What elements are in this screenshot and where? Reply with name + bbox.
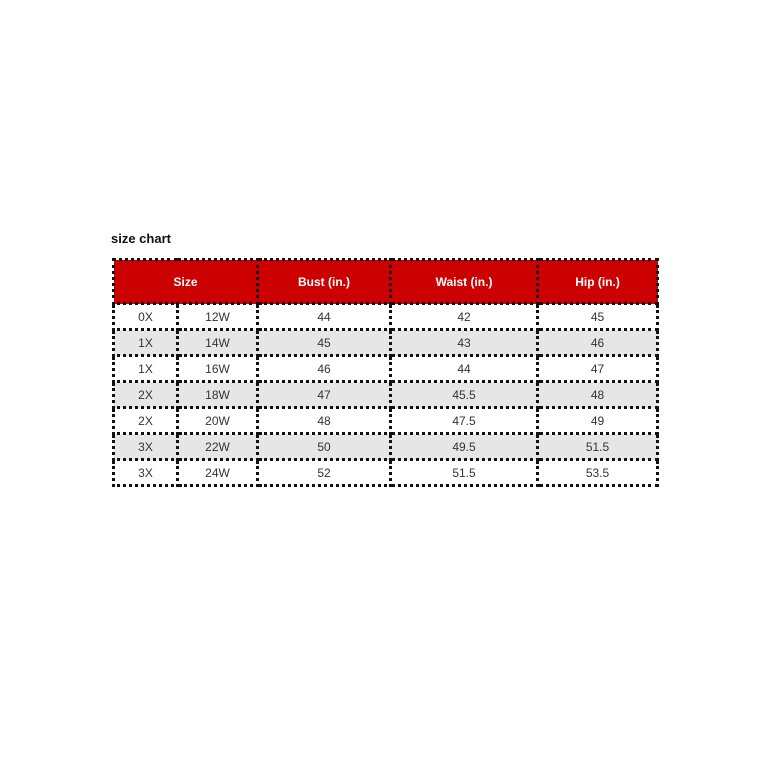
cell-size: 1X <box>114 330 178 356</box>
table-row <box>114 434 658 460</box>
cell-hip: 46 <box>538 330 658 356</box>
size-chart-table <box>112 258 659 487</box>
table-row <box>114 304 658 330</box>
table-row <box>114 356 658 382</box>
cell-bust: 48 <box>258 408 391 434</box>
table-row <box>114 330 658 356</box>
cell-size: 0X <box>114 304 178 330</box>
header-hip: Hip (in.) <box>538 260 658 304</box>
cell-women-size: 18W <box>178 382 258 408</box>
cell-women-size: 24W <box>178 460 258 486</box>
cell-hip: 49 <box>538 408 658 434</box>
cell-bust: 44 <box>258 304 391 330</box>
cell-women-size: 22W <box>178 434 258 460</box>
header-waist: Waist (in.) <box>391 260 538 304</box>
cell-waist: 43 <box>391 330 538 356</box>
cell-women-size: 20W <box>178 408 258 434</box>
cell-waist: 42 <box>391 304 538 330</box>
table-row <box>114 408 658 434</box>
cell-hip: 45 <box>538 304 658 330</box>
cell-women-size: 12W <box>178 304 258 330</box>
cell-waist: 49.5 <box>391 434 538 460</box>
header-bust: Bust (in.) <box>258 260 391 304</box>
cell-bust: 50 <box>258 434 391 460</box>
cell-size: 3X <box>114 460 178 486</box>
header-size: Size <box>114 260 258 304</box>
table-row <box>114 460 658 486</box>
cell-size: 1X <box>114 356 178 382</box>
cell-bust: 45 <box>258 330 391 356</box>
cell-bust: 46 <box>258 356 391 382</box>
cell-hip: 47 <box>538 356 658 382</box>
cell-women-size: 14W <box>178 330 258 356</box>
cell-size: 2X <box>114 382 178 408</box>
cell-size: 2X <box>114 408 178 434</box>
cell-women-size: 16W <box>178 356 258 382</box>
table-row <box>114 382 658 408</box>
header-row <box>114 260 658 304</box>
cell-hip: 51.5 <box>538 434 658 460</box>
cell-bust: 52 <box>258 460 391 486</box>
chart-title: size chart <box>111 231 171 246</box>
cell-bust: 47 <box>258 382 391 408</box>
cell-waist: 44 <box>391 356 538 382</box>
cell-waist: 47.5 <box>391 408 538 434</box>
cell-hip: 53.5 <box>538 460 658 486</box>
cell-waist: 45.5 <box>391 382 538 408</box>
cell-hip: 48 <box>538 382 658 408</box>
cell-size: 3X <box>114 434 178 460</box>
cell-waist: 51.5 <box>391 460 538 486</box>
